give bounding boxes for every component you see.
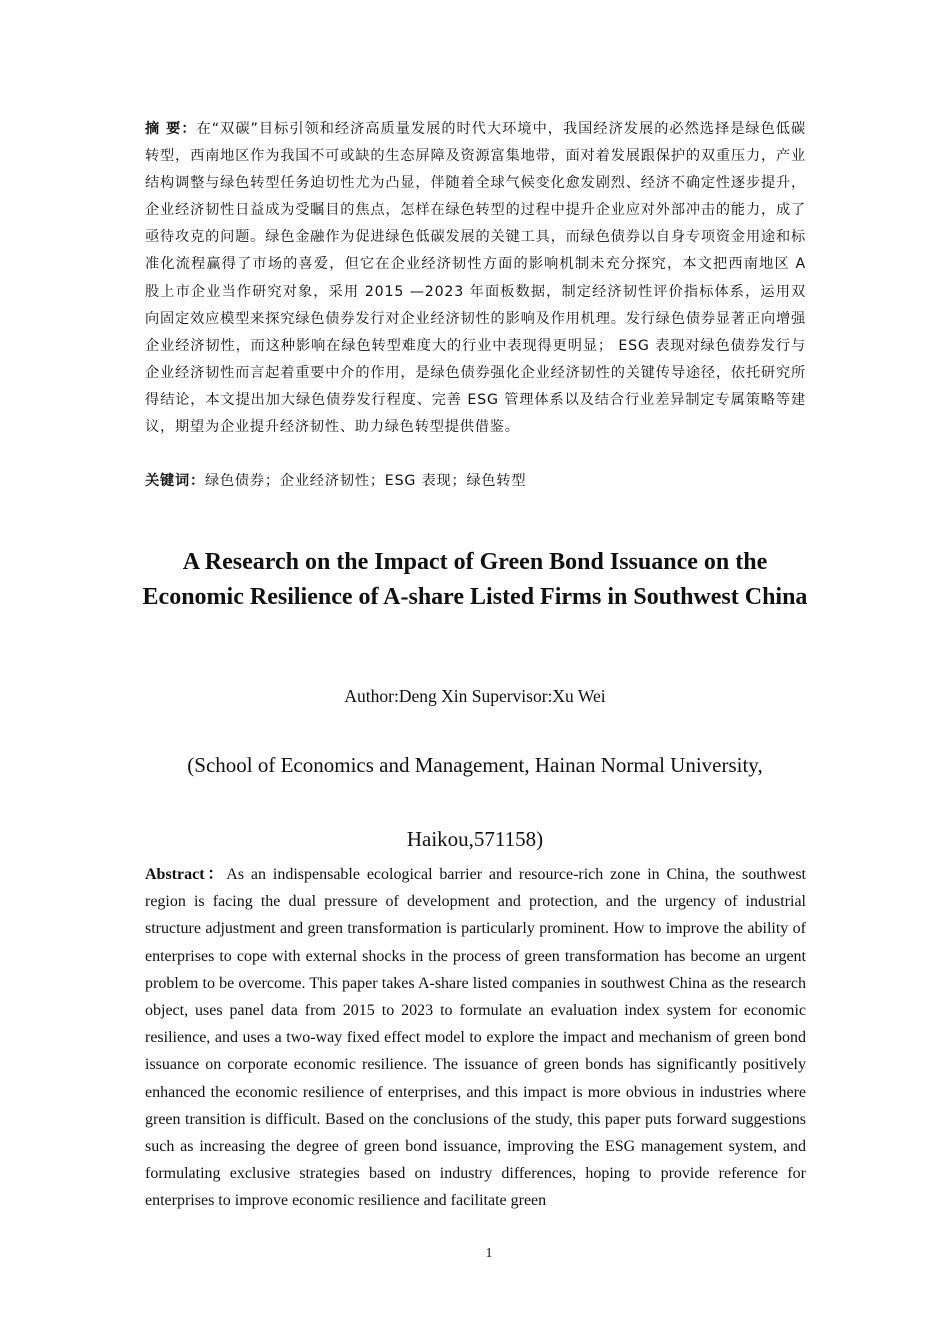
chinese-keywords-label: 关键词： — [145, 473, 205, 489]
author-line: Author:Deng Xin Supervisor:Xu Wei — [344, 686, 606, 706]
english-abstract — [145, 861, 806, 1215]
chinese-abstract-text: 在“双碳”目标引领和经济高质量发展的时代大环境中，我国经济发展的必然选择是绿色低碳转型，西南地区作为我国不可或缺的生态屏障及资源富集地带，面对着发展跟保护的双重压力，产业结构调整与绿色转型任务迫切性尤为凸显，伴随着全球气候变化愈发剧烈、经济不确定性逐步提升，企业经济韧性日益成为受瞩目的焦点，怎样在绿色转型的过程中提升企业应对外部冲击的能力，成了亟待攻克的问题。绿色金融作为促进绿色低碳发展的关键工具，而绿色债券以自身专项资金用途和标准化流程赢得了市场的喜爱，但它在企业经济韧性方面的影响机制未充分探究，本文把西南地区 A 股上市企业当作研究对象，采用 2015 —2023 年面板数据，制定经济韧性评价指标体系，运用双向固定效应模型来探究绿色债券发行对企业经济韧性的影响及作用机理。发行绿色债券显著正向增强企业经济韧性，而这种影响在绿色转型难度大的行业中表现得更明显； ESG 表现对绿色债券发行与企业经济韧性而言起着重要中介的作用，是绿色债券强化企业经济韧性的关键传导途径，依托研究所得结论，本文提出加大绿色债券发行程度、完善 ESG 管理体系以及结合行业差异制定专属策略等建议，期望为企业提升经济韧性、助力绿色转型提供借鉴。 — [145, 121, 807, 436]
chinese-keywords-text: 绿色债券；企业经济韧性；ESG 表现；绿色转型 — [204, 473, 527, 489]
english-title: A Research on the Impact of Green Bond Issuance on the Economic Resilience of A-share Listed Firms in Southwest China — [142, 549, 808, 610]
english-abstract-label: Abstract： — [145, 866, 227, 883]
page-number: 1 — [485, 1246, 493, 1261]
chinese-abstract-label: 摘 要： — [145, 121, 197, 137]
chinese-abstract — [145, 116, 806, 441]
english-abstract-text: As an indispensable ecological barrier and resource-rich zone in China, the southwest region is facing the dual pressure of development and protection, and the urgency of industrial structure adjustment and green transformation is particularly prominent. How to improve the ability of enterprises to cope with external shocks in the process of green transformation has become an urgent problem to be overcome. This paper takes A-share listed companies in southwest China as the research object, uses panel data from 2015 to 2023 to formulate an evaluation index system for economic resilience, and uses a two-way fixed effect model to explore the impact and mechanism of green bond issuance on corporate economic resilience. The issuance of green bonds has significantly positively enhanced the economic resilience of enterprises, and this impact is more obvious in industries where green transition is difficult. Based on the conclusions of the study, this paper puts forward suggestions such as increasing the degree of green bond issuance, improving the ESG management system, and formulating exclusive strategies based on industry differences, hoping to provide reference for enterprises to improve economic resilience and facilitate green — [145, 866, 806, 1210]
affiliation: (School of Economics and Management, Hainan Normal University, Haikou,571158) — [187, 753, 763, 851]
chinese-keywords — [145, 468, 806, 495]
